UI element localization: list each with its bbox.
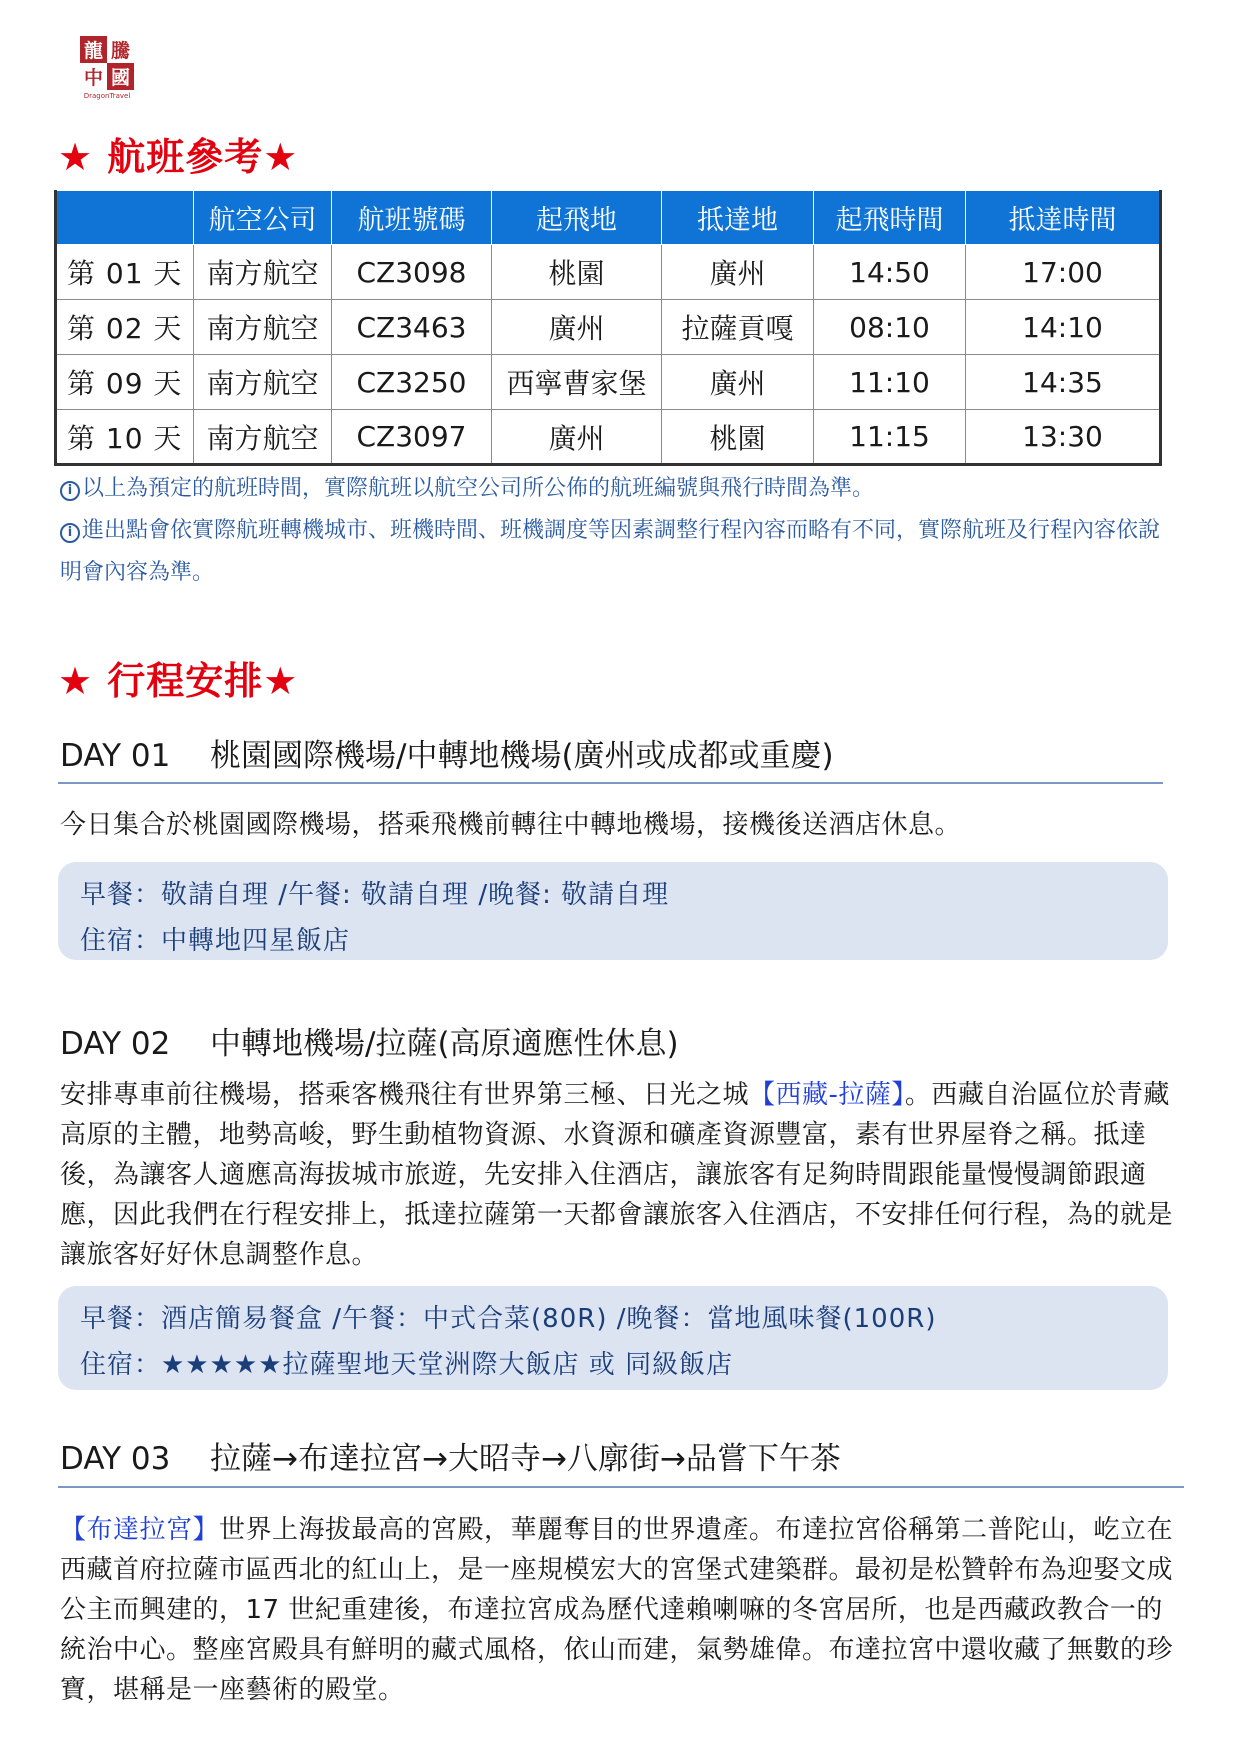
table-cell: 廣州 <box>662 245 814 300</box>
day-title: 拉薩→布達拉宮→大昭寺→八廓街→品嘗下午茶 <box>210 1441 841 1477</box>
day-number: DAY 02 <box>60 1026 171 1062</box>
table-cell: 南方航空 <box>194 300 332 355</box>
table-cell: 14:50 <box>814 245 966 300</box>
flight-table <box>54 190 1162 466</box>
table-cell: CZ3098 <box>332 245 492 300</box>
table-cell: 桃園 <box>492 245 662 300</box>
table-cell: 廣州 <box>662 355 814 410</box>
table-cell: 13:30 <box>966 410 1161 465</box>
header-cell: 起飛時間 <box>814 191 966 245</box>
logo-char: 騰 <box>107 36 134 63</box>
note-text: 以上為預定的航班時間，實際航班以航空公司所公佈的航班編號與飛行時間為準。 <box>82 476 875 501</box>
header-cell <box>56 191 194 245</box>
highlight-place: 【布達拉宮】 <box>60 1515 220 1545</box>
table-cell: CZ3250 <box>332 355 492 410</box>
logo-char: 國 <box>110 67 130 89</box>
logo-subtitle: DragonTravel <box>83 92 131 100</box>
day-title: 中轉地機場/拉薩(高原適應性休息) <box>210 1026 679 1062</box>
table-cell: 17:00 <box>966 245 1161 300</box>
highlight-place: 【西藏-拉薩】 <box>749 1080 905 1110</box>
divider <box>58 782 1163 784</box>
table-cell: 南方航空 <box>194 245 332 300</box>
day-heading <box>60 730 834 775</box>
header-cell: 航班號碼 <box>332 191 492 245</box>
table-cell: 11:10 <box>814 355 966 410</box>
table-cell: 第 01 天 <box>56 245 194 300</box>
header-cell: 航空公司 <box>194 191 332 245</box>
flight-table-header <box>56 191 1161 245</box>
day-description <box>60 1075 1175 1275</box>
header-cell: 起飛地 <box>492 191 662 245</box>
logo-char: 中 <box>80 63 107 90</box>
table-cell: 14:35 <box>966 355 1161 410</box>
meal-info: 早餐：敬請自理 /午餐: 敬請自理 /晚餐: 敬請自理 <box>80 880 670 910</box>
table-cell: CZ3097 <box>332 410 492 465</box>
table-cell: 第 02 天 <box>56 300 194 355</box>
company-logo <box>80 36 138 104</box>
note-text: 進出點會依實際航班轉機城市、班機時間、班機調度等因素調整行程內容而略有不同，實際航班及行程內容依說明會內容為準。 <box>60 518 1161 585</box>
header-cell: 抵達地 <box>662 191 814 245</box>
meal-info: 早餐：酒店簡易餐盒 /午餐：中式合菜(80R) /晚餐：當地風味餐(100R) <box>80 1304 937 1334</box>
day-heading <box>60 1018 679 1063</box>
hotel-info: 住宿：中轉地四星飯店 <box>80 926 351 956</box>
day-number: DAY 03 <box>60 1441 171 1477</box>
table-cell: 南方航空 <box>194 410 332 465</box>
table-cell: 廣州 <box>492 300 662 355</box>
table-cell: 廣州 <box>492 410 662 465</box>
table-cell: 14:10 <box>966 300 1161 355</box>
table-cell: 拉薩貢嘎 <box>662 300 814 355</box>
table-cell: 桃園 <box>662 410 814 465</box>
table-row <box>56 245 1161 300</box>
description-text: 安排專車前往機場，搭乘客機飛往有世界第三極、日光之城 <box>60 1080 750 1110</box>
logo-char: 龍 <box>83 40 103 62</box>
table-cell: CZ3463 <box>332 300 492 355</box>
table-row <box>56 355 1161 410</box>
description-text: 。西藏自治區位於青藏高原的主體，地勢高峻，野生動植物資源、水資源和礦產資源豐富，素有世界屋脊之稱。抵達後，為讓客人適應高海拔城市旅遊，先安排入住酒店，讓旅客有足夠時間跟能量慢慢調節跟適應，因此我們在行程安排上，抵達拉薩第一天都會讓旅客入住酒店，不安排任何行程，為的就是讓旅客好好休息調整作息。 <box>60 1080 1174 1270</box>
day-title: 桃園國際機場/中轉地機場(廣州或成都或重慶) <box>210 738 834 774</box>
table-cell: 西寧曹家堡 <box>492 355 662 410</box>
day-description: 今日集合於桃園國際機場，搭乘飛機前轉往中轉地機場，接機後送酒店休息。 <box>60 810 962 840</box>
table-cell: 第 10 天 <box>56 410 194 465</box>
table-cell: 南方航空 <box>194 355 332 410</box>
info-icon: i <box>60 481 80 501</box>
day-description <box>60 1510 1175 1710</box>
logo-mark <box>80 36 134 90</box>
table-cell: 08:10 <box>814 300 966 355</box>
divider <box>58 1486 1184 1488</box>
hotel-info: 住宿：★★★★★拉薩聖地天堂洲際大飯店 或 同級飯店 <box>80 1350 734 1380</box>
table-row <box>56 300 1161 355</box>
day-number: DAY 01 <box>60 738 171 774</box>
table-cell: 11:15 <box>814 410 966 465</box>
table-cell: 第 09 天 <box>56 355 194 410</box>
day-heading <box>60 1433 841 1478</box>
itinerary-section-title: ★ 行程安排★ <box>58 659 299 703</box>
header-cell: 抵達時間 <box>966 191 1161 245</box>
description-text: 世界上海拔最高的宮殿，華麗奪目的世界遺產。布達拉宮俗稱第二普陀山，屹立在西藏首府拉薩市區西北的紅山上，是一座規模宏大的宮堡式建築群。最初是松贊幹布為迎娶文成公主而興建的，17 世紀重建後，布達拉宮成為歷代達賴喇嘛的冬宮居所，也是西藏政教合一的統治中心。整座宮殿具有鮮明的藏式風格，依山而建，氣勢雄偉。布達拉宮中還收藏了無數的珍寶，堪稱是一座藝術的殿堂。 <box>60 1515 1174 1705</box>
flight-section-title: ★ 航班參考★ <box>58 135 299 179</box>
note-line <box>60 468 1180 510</box>
flight-notes <box>60 468 1180 594</box>
meal-box <box>58 1286 1168 1390</box>
table-row <box>56 410 1161 465</box>
meal-box <box>58 862 1168 960</box>
info-icon: i <box>60 523 80 543</box>
note-line <box>60 510 1180 594</box>
